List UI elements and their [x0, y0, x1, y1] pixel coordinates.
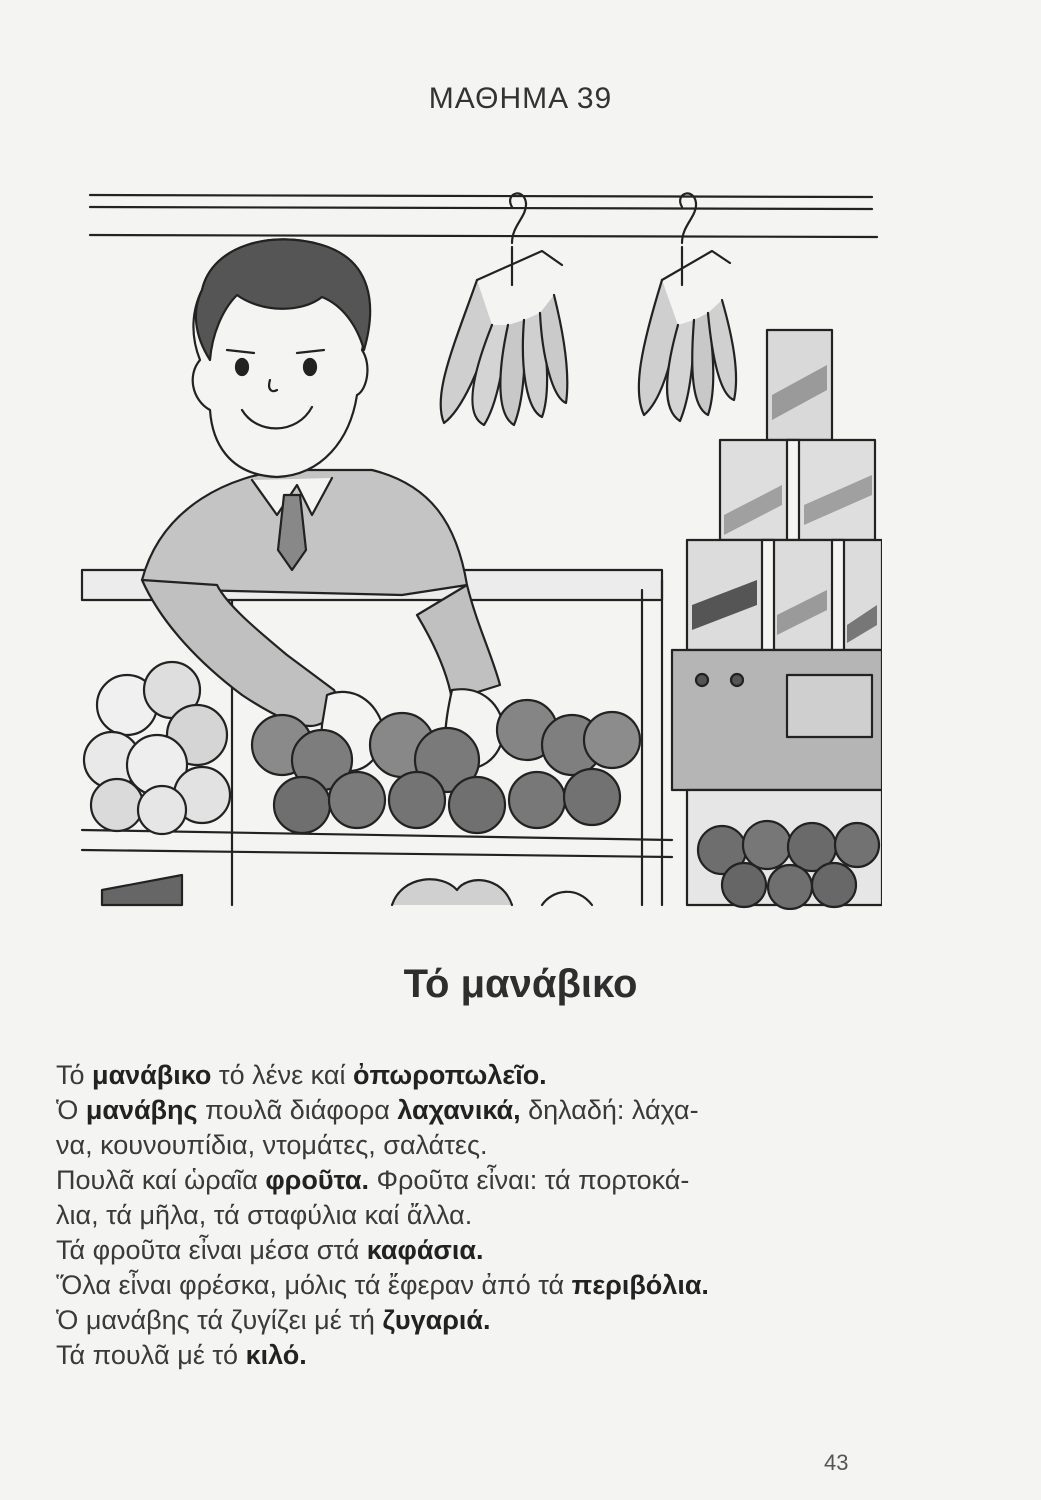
- greengrocer-illustration: [72, 185, 882, 910]
- lesson-title: ΜΑΘΗΜΑ 39: [428, 82, 613, 115]
- story-line: [56, 1338, 876, 1373]
- hanging-rail: [90, 195, 877, 237]
- page-number: 43: [824, 1450, 849, 1475]
- fruit-crate-left: [84, 662, 230, 834]
- text-segment: Πουλᾶ καί ὡραῖα: [56, 1165, 266, 1195]
- story-body: [56, 1058, 876, 1373]
- story-line: [56, 1198, 876, 1233]
- banana-bunch-left: [441, 193, 568, 425]
- scale: [672, 650, 882, 790]
- story-line: [56, 1268, 876, 1303]
- text-segment: Ὁ μανάβης τά ζυγίζει μέ τή: [56, 1305, 383, 1335]
- keyword: καφάσια.: [366, 1235, 484, 1265]
- story-line: [56, 1303, 876, 1338]
- text-segment: Τά φροῦτα εἶναι μέσα στά: [56, 1235, 367, 1265]
- text-segment: να, κουνουπίδια, ντομάτες, σαλάτες.: [56, 1130, 488, 1160]
- keyword: ὀπωροπωλεῖο.: [352, 1060, 547, 1090]
- story-line: [56, 1058, 876, 1093]
- fruit-crate-right: [687, 790, 882, 909]
- text-segment: Τά πουλᾶ μέ τό: [56, 1340, 246, 1370]
- story-line: [56, 1128, 876, 1163]
- text-segment: πουλᾶ διάφορα: [197, 1095, 398, 1125]
- text-segment: Φροῦτα εἶναι: τά πορτοκά-: [368, 1165, 690, 1195]
- keyword: λαχανικά,: [397, 1095, 521, 1125]
- text-segment: Τό: [56, 1060, 93, 1090]
- text-segment: Ὁ: [56, 1095, 86, 1125]
- lower-shelf: [102, 875, 592, 905]
- boxes-stack: [687, 330, 882, 650]
- banana-bunch-right: [639, 193, 736, 421]
- text-segment: τό λένε καί: [211, 1060, 353, 1090]
- keyword: μανάβικο: [92, 1060, 212, 1090]
- text-segment: λια, τά μῆλα, τά σταφύλια καί ἄλλα.: [56, 1200, 473, 1230]
- keyword: μανάβης: [85, 1095, 198, 1125]
- keyword: φροῦτα.: [265, 1165, 369, 1195]
- keyword: κιλό.: [245, 1340, 307, 1370]
- story-title: Τό μανάβικο: [403, 962, 638, 1006]
- keyword: ζυγαριά.: [382, 1305, 491, 1335]
- text-segment: Ὅλα εἶναι φρέσκα, μόλις τά ἔφεραν ἀπό τά: [56, 1270, 572, 1300]
- keyword: περιβόλια.: [571, 1270, 709, 1300]
- text-segment: δηλαδή: λάχα-: [520, 1095, 699, 1125]
- story-line: [56, 1163, 876, 1198]
- story-line: [56, 1093, 876, 1128]
- story-line: [56, 1233, 876, 1268]
